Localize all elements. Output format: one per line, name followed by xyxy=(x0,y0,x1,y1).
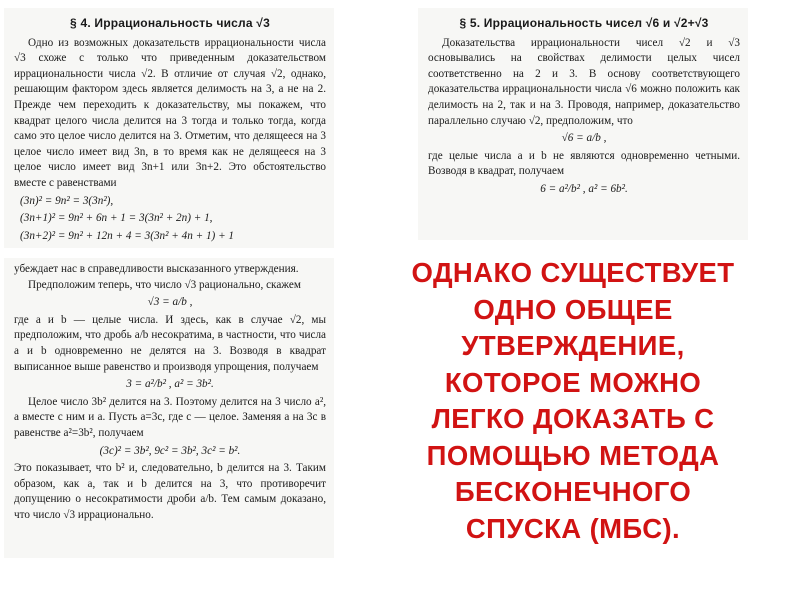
formula-6-equals: 6 = a²/b² , a² = 6b². xyxy=(540,182,628,195)
section-4-heading: § 4. Иррациональность числа √3 xyxy=(70,16,270,30)
section-5-paragraph-2: где целые числа a и b не являются одновременно четными. Возводя в квадрат, получаем xyxy=(428,149,740,178)
statement-line: ОДНАКО СУЩЕСТВУЕТ xyxy=(411,257,735,288)
section-4-paragraph: Одно из возможных доказательств иррациональности числа √3 схоже с только что приведенным доказательством иррациональности числа √2. В отличие от случая √2, однако, решающим фактором здесь является делимость на 3, а не на 2. Прежде чем переходить к доказательству, мы покажем, что квадрат целого числа делится на 3 тогда и только тогда, когда само это целое число делится на 3. Отметим, что делящееся на 3 целое число имеет вид 3n, в то время как не делящееся на 3 целое число имеет вид 3n+1 или 3n+2. Это обстоятельство вместе с равенствами xyxy=(14,36,326,189)
statement-line: ПОМОЩЬЮ МЕТОДА xyxy=(426,439,720,471)
statement-line: БЕСКОНЕЧНОГО xyxy=(454,476,692,507)
formula-3n-plus-2: (3n+2)² = 9n² + 12n + 4 = 3(3n² + 4n + 1) + 1 xyxy=(20,229,235,242)
mbs-statement xyxy=(372,255,774,547)
scan-section-5 xyxy=(418,8,748,240)
continued-text-4: Целое число 3b² делится на 3. Поэтому делится на 3 число a², а вместе с ним и a. Пусть a=3c, где c — целое. Заменяя a на 3c в равенстве a²=3b², получаем xyxy=(14,395,326,439)
continued-text-5: Это показывает, что b² и, следовательно, b делится на 3. Таким образом, как a, так и b делится на 3, что противоречит допущению о несократимости дроби a/b. Тем самым доказано, что число √3 иррационально. xyxy=(14,462,326,521)
scan-section-4 xyxy=(4,8,334,248)
formula-3c-square: (3c)² = 3b², 9c² = 3b², 3c² = b². xyxy=(99,444,241,457)
formula-a-squared: 3 = a²/b² , a² = 3b². xyxy=(126,378,214,391)
formula-sqrt3-ratio: √3 = a/b , xyxy=(147,296,193,309)
formula-3n-plus-1: (3n+1)² = 9n² + 6n + 1 = 3(3n² + 2n) + 1, xyxy=(20,212,213,225)
section-5-heading: § 5. Иррациональность чисел √6 и √2+√3 xyxy=(459,16,709,30)
statement-line: СПУСКА (МБС). xyxy=(465,512,681,544)
statement-line: УТВЕРЖДЕНИЕ, xyxy=(461,330,685,361)
section-5-paragraph-1: Доказательства иррациональности чисел √2 и √3 основывались на свойствах делимости целых чисел соответственно на 2 и 3. В основу соответствующего доказательства иррациональности числа √6 можно положить как делимость на 2, так и на 3. Проводя, например, доказательство параллельно случаю √2, предположим, что xyxy=(428,36,740,127)
continued-text-3: где a и b — целые числа. И здесь, как в случае √2, мы предположим, что дробь a/b несократима, в частности, что числа a и b одновременно не делятся на 3. Возводя в квадрат выписанное выше равенство и производя упрощения, получаем xyxy=(14,313,326,373)
statement-line: ОДНО ОБЩЕЕ xyxy=(473,293,673,325)
formula-sqrt6-ratio: √6 = a/b , xyxy=(561,132,607,145)
statement-line: ЛЕГКО ДОКАЗАТЬ С xyxy=(431,403,715,434)
continued-text-2: Предположим теперь, что число √3 рационально, скажем xyxy=(28,278,301,291)
continued-text-1: убеждает нас в справедливости высказанного утверждения. xyxy=(14,263,299,275)
statement-line: КОТОРОЕ МОЖНО xyxy=(444,366,702,398)
scan-section-4-continued xyxy=(4,258,334,558)
formula-3n-square: (3n)² = 9n² = 3(3n²), xyxy=(20,194,114,207)
